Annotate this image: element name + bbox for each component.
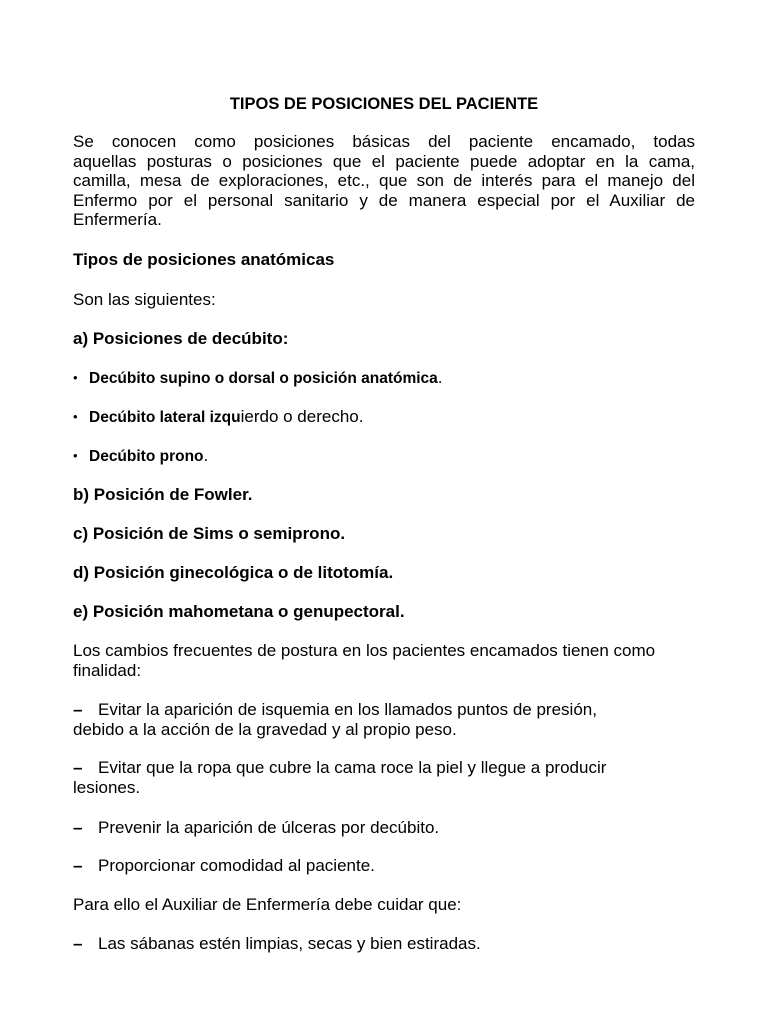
list-item-text: Prevenir la aparición de úlceras por decúbito. bbox=[98, 818, 440, 837]
son-las-text: Son las siguientes: bbox=[73, 290, 216, 309]
dash-icon: – bbox=[73, 818, 83, 837]
list-item-text: debido a la acción de la gravedad y al propio peso. bbox=[73, 719, 457, 739]
list-item bbox=[73, 407, 695, 428]
list-item bbox=[73, 934, 695, 954]
list-item-text: Evitar que la ropa que cubre la cama roce la piel y llegue a producir bbox=[98, 758, 607, 777]
position-heading: d) Posición ginecológica o de litotomía. bbox=[73, 563, 394, 582]
bullet-icon: • bbox=[73, 370, 78, 385]
dash-icon: – bbox=[73, 758, 83, 777]
bullet-normal-text: ierdo o derecho. bbox=[240, 407, 364, 426]
bullet-icon: • bbox=[73, 448, 78, 463]
para-ello-text: Para ello el Auxiliar de Enfermería debe cuidar que: bbox=[73, 895, 462, 914]
bullet-bold-text: Decúbito lateral izqu bbox=[89, 409, 241, 426]
changes-paragraph bbox=[73, 641, 695, 680]
bullet-bold-text: Decúbito prono bbox=[89, 448, 204, 465]
document-title: TIPOS DE POSICIONES DEL PACIENTE bbox=[229, 95, 539, 113]
list-item bbox=[73, 446, 695, 467]
list-item bbox=[73, 700, 695, 739]
intro-line: aquellas posturas o posiciones que el paciente puede adoptar en la cama, bbox=[73, 151, 695, 171]
position-heading: b) Posición de Fowler. bbox=[73, 485, 253, 504]
list-item bbox=[73, 758, 695, 797]
list-item bbox=[73, 856, 695, 876]
dash-icon: – bbox=[73, 856, 83, 875]
intro-line: Se conocen como posiciones básicas del paciente encamado, todas bbox=[73, 132, 695, 151]
position-heading: c) Posición de Sims o semiprono. bbox=[73, 524, 346, 543]
bullet-bold-text: Decúbito supino o dorsal o posición anatómica bbox=[89, 370, 438, 387]
group-a-heading: a) Posiciones de decúbito: bbox=[73, 329, 289, 348]
dash-icon: – bbox=[73, 934, 83, 953]
bullet-icon: • bbox=[73, 409, 78, 424]
dash-icon: – bbox=[73, 700, 83, 719]
bullet-normal-text: . bbox=[203, 446, 209, 465]
section-heading: Tipos de posiciones anatómicas bbox=[73, 250, 335, 269]
list-item bbox=[73, 818, 695, 838]
intro-paragraph bbox=[73, 132, 695, 230]
intro-line: Enfermo por el personal sanitario y de manera especial por el Auxiliar de bbox=[73, 190, 695, 210]
changes-line: finalidad: bbox=[73, 660, 142, 680]
list-item-text: Proporcionar comodidad al paciente. bbox=[98, 856, 375, 875]
bullet-normal-text: . bbox=[437, 368, 443, 387]
list-item-text: Evitar la aparición de isquemia en los llamados puntos de presión, bbox=[98, 700, 597, 719]
intro-line: Enfermería. bbox=[73, 210, 162, 229]
intro-line: camilla, mesa de exploraciones, etc., que son de interés para el manejo del bbox=[73, 171, 695, 190]
list-item-text: Las sábanas estén limpias, secas y bien estiradas. bbox=[98, 934, 481, 953]
list-item bbox=[73, 368, 695, 389]
position-heading: e) Posición mahometana o genupectoral. bbox=[73, 602, 405, 621]
changes-line: Los cambios frecuentes de postura en los pacientes encamados tienen como bbox=[73, 641, 656, 660]
list-item-text: lesiones. bbox=[73, 777, 141, 797]
